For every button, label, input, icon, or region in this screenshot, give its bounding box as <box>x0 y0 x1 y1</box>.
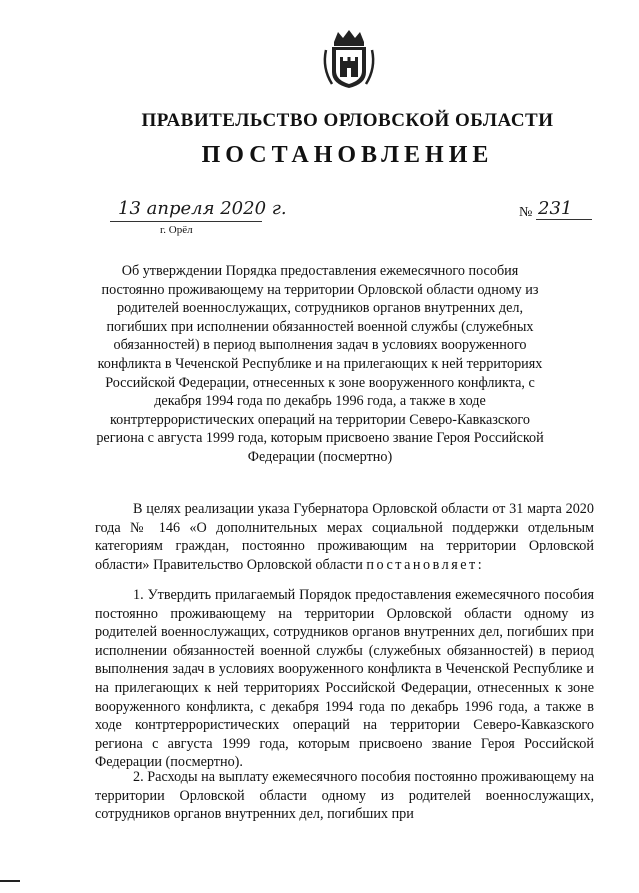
document-type: ПОСТАНОВЛЕНИЕ <box>201 142 494 168</box>
document-subject: Об утверждении Порядка предоставления ежемесячного пособия постоянно проживающему на территории Орловской области одному из родителей военнослужащих, сотрудников органов внутренних дел, погибших при исполнении обязанностей военной службы (служебных обязанностей) в период выполнения задач в условиях вооруженного конфликта в Чеченской Республике и на прилегающих к ней территориях Российской Федерации, отнесенных к зоне вооруженного конфликта, с декабря 1994 года по декабрь 1996 года, а также в ходе контртеррористических операций на территории Северо-Кавказского региона с августа 1999 года, которым присвоено звание Героя Российской Федерации (посмертно) <box>96 263 544 465</box>
decree-word: постановляет: <box>366 556 485 573</box>
number-label: № <box>519 205 533 220</box>
date-underline <box>110 221 262 222</box>
number-underline <box>536 219 592 220</box>
paragraph-item-2: 2. Расходы на выплату ежемесячного пособия постоянно проживающему на территории Орловской области одному из родителей военнослужащих, сотрудников органов внутренних дел, погибших при <box>95 769 594 823</box>
paragraph-item-1: 1. Утвердить прилагаемый Порядок предоставления ежемесячного пособия постоянно проживающему на территории Орловской области одному из родителей военнослужащих, сотрудников органов внутренних дел, погибших при исполнении обязанностей военной службы (служебных обязанностей) в период выполнения задач в условиях вооруженного конфликта в Чеченской Республике и на прилегающих к ней территориях Российской Федерации, отнесенных к зоне вооруженного конфликта, с декабря 1994 года по декабрь 1996 года, а также в ходе контртеррористических операций на территории Северо-Кавказского региона с августа 1999 года, которым присвоено звание Героя Российской Федерации (посмертно). <box>95 587 594 771</box>
page-edge-mark <box>0 880 20 882</box>
coat-of-arms-icon <box>320 28 378 90</box>
document-number: 231 <box>538 198 573 219</box>
government-title: ПРАВИТЕЛЬСТВО ОРЛОВСКОЙ ОБЛАСТИ <box>141 110 554 131</box>
preamble-paragraph <box>95 500 594 574</box>
document-date: 13 апреля 2020 г. <box>118 198 287 219</box>
document-city: г. Орёл <box>160 224 193 236</box>
preamble-text: В целях реализации указа Губернатора Орловской области от 31 марта 2020 года № 146 «О дополнительных мерах социальной поддержки отдельным категориям граждан, постоянно проживающим на территории Орловской области» Правительство Орловской области <box>95 501 594 573</box>
